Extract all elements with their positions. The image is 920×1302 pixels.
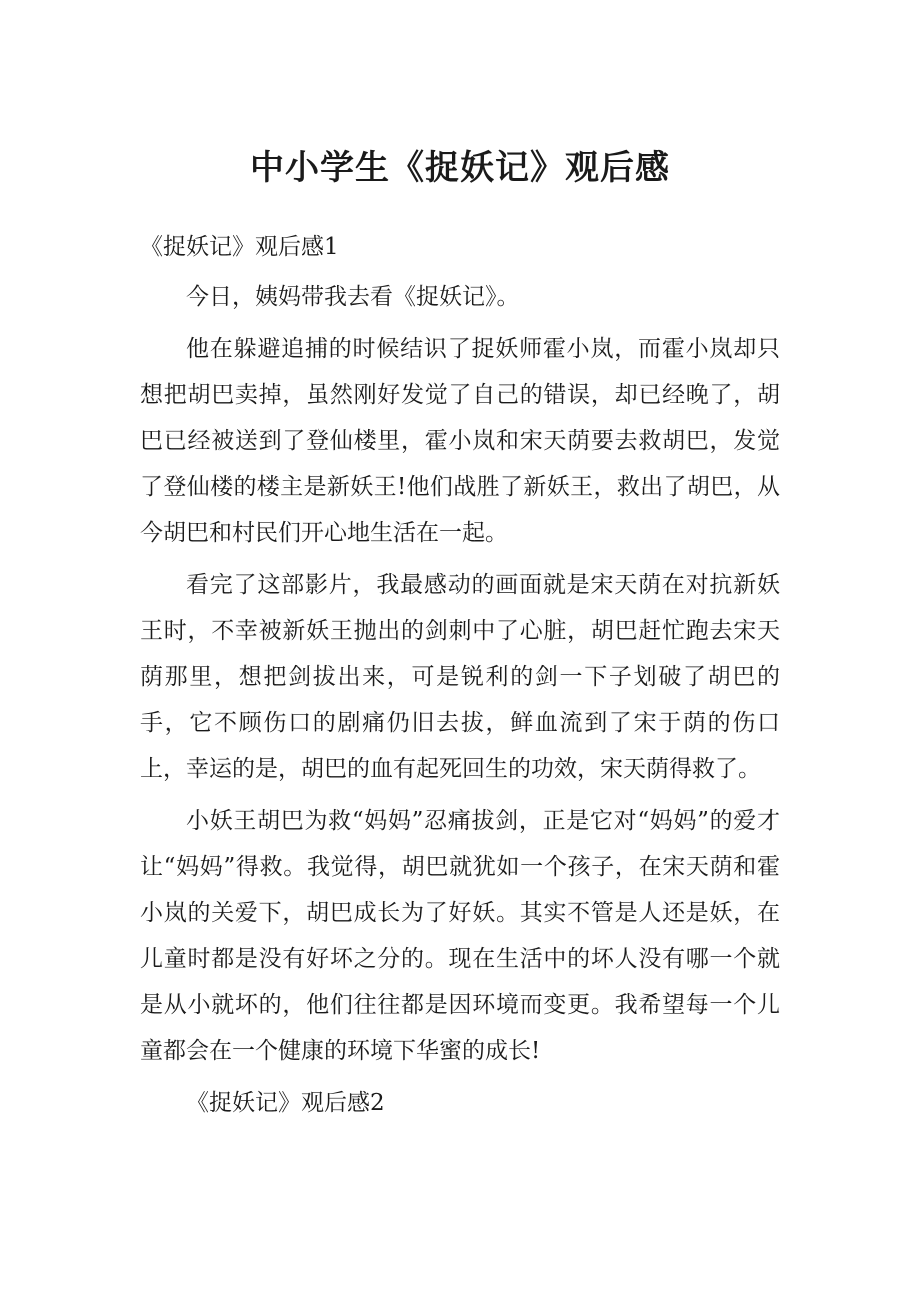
paragraph-3: 看完了这部影片，我最感动的画面就是宋天荫在对抗新妖王时，不幸被新妖王抛出的剑刺中了心脏，胡巴赶忙跑去宋天荫那里，想把剑拔出来，可是锐利的剑一下子划破了胡巴的手，它不顾伤口的剧痛仍旧去拔，鲜血流到了宋于荫的伤口上，幸运的是，胡巴的血有起死回生的功效，宋天荫得救了。 — [140, 572, 780, 782]
section-heading-1: 《捉妖记》观后感1 — [140, 234, 339, 260]
document-title: 中小学生《捉妖记》观后感 — [250, 148, 670, 188]
document-body — [140, 224, 780, 1126]
paragraph-2: 他在躲避追捕的时候结识了捉妖师霍小岚，而霍小岚却只想把胡巴卖掉，虽然刚好发觉了自己的错误，却已经晚了，胡巴已经被送到了登仙楼里，霍小岚和宋天荫要去救胡巴，发觉了登仙楼的楼主是新妖王!他们战胜了新妖王，救出了胡巴，从今胡巴和村民们开心地生活在一起。 — [140, 336, 780, 546]
paragraph-4: 小妖王胡巴为救“妈妈”忍痛拔剑，正是它对“妈妈”的爱才让“妈妈”得救。我觉得，胡巴就犹如一个孩子，在宋天荫和霍小岚的关爱下，胡巴成长为了好妖。其实不管是人还是妖，在儿童时都是没有好坏之分的。现在生活中的坏人没有哪一个就是从小就坏的，他们往往都是因环境而变更。我希望每一个儿童都会在一个健康的环境下华蜜的成长! — [140, 808, 780, 1064]
paragraph-1: 今日，姨妈带我去看《捉妖记》。 — [186, 284, 520, 310]
section-heading-2: 《捉妖记》观后感2 — [186, 1090, 385, 1116]
